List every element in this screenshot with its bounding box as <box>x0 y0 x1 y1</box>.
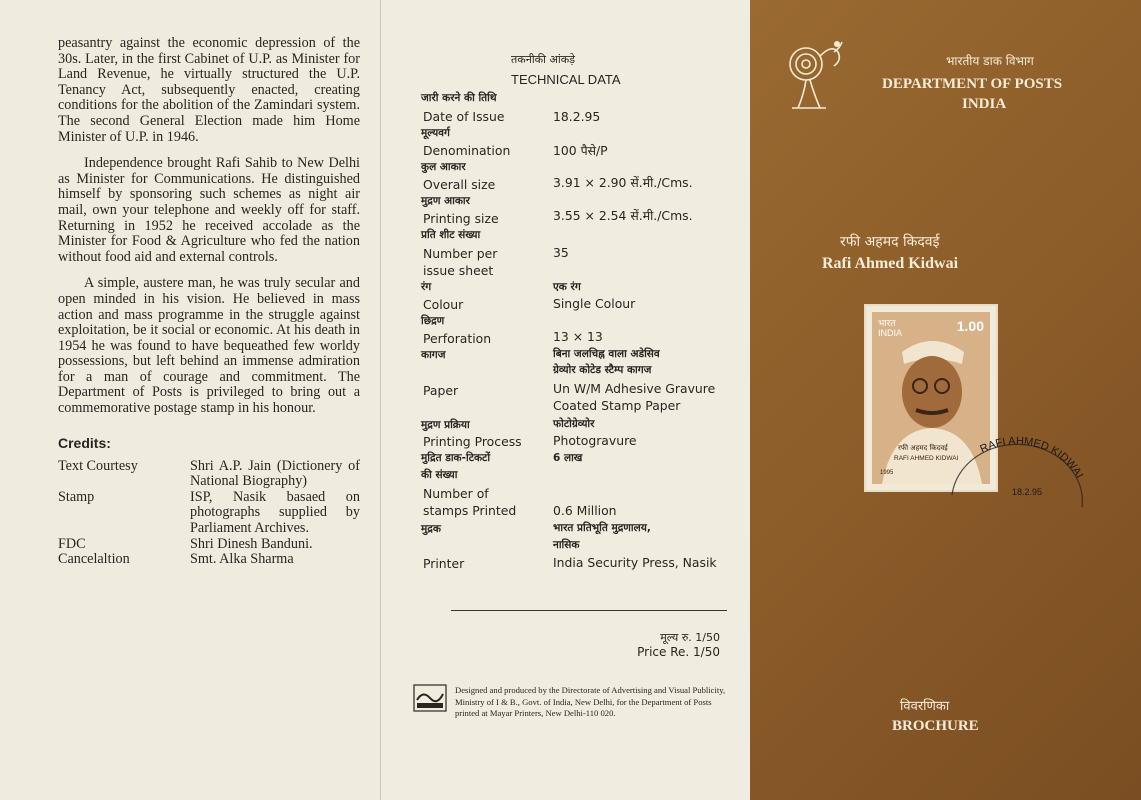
printing-size-label-hindi: मुद्रण आकार <box>421 195 470 207</box>
stamp-name: RAFI AHMED KIDWAI <box>894 455 959 462</box>
biography-paragraph-2: Independence brought Rafi Sahib to New Delhi as Minister for Communications. He distinguished himself by sponsoring such schemes as night air mail, own your telephone and weekly off for staff. Returning in 1952 he received accolade as the Minister for Food & Agriculture who fed the nation without food aid and external controls. <box>58 155 360 265</box>
stamp-year: 1995 <box>880 470 894 476</box>
department-country: INDIA <box>962 96 1007 112</box>
perforation-value: 13 × 13 <box>553 329 603 344</box>
perforation-label-hindi: छिद्रण <box>421 315 445 327</box>
overall-size-value: 3.91 × 2.90 सें.मी./Cms. <box>553 175 693 190</box>
credit-value: ISP, Nasik basaed on photographs supplied by Parliament Archives. <box>190 488 360 537</box>
colour-label: Colour <box>423 297 464 312</box>
date-of-issue-label-hindi: जारी करने की तिथि <box>421 92 497 104</box>
divider-rule <box>451 610 727 611</box>
denomination-label-hindi: मूल्यवर्ग <box>421 127 450 139</box>
price-hindi: मूल्य रु. 1/50 <box>660 631 720 644</box>
date-of-issue-value: 18.2.95 <box>553 109 601 124</box>
printing-process-label: Printing Process <box>423 434 522 449</box>
printer-label: Printer <box>423 556 465 571</box>
printing-process-label-hindi: मुद्रण प्रक्रिया <box>421 419 470 431</box>
department-title-hindi: भारतीय डाक विभाग <box>946 54 1034 68</box>
date-of-issue-label: Date of Issue <box>423 109 505 124</box>
cancellation-text: RAFI AHMED KIDWAI <box>978 435 1086 481</box>
price: Price Re. 1/50 <box>637 645 720 659</box>
stamps-printed-label: Number of <box>423 486 489 501</box>
svg-text:RAFI AHMED KIDWAI <box>978 435 1085 480</box>
denomination-label: Denomination <box>423 143 511 158</box>
stamp-name-hindi: रफी अहमद किदवई <box>898 444 948 452</box>
stamps-printed-label-line2: stamps Printed <box>423 503 517 518</box>
paper-label-hindi: कागज <box>421 349 446 361</box>
printing-size-value: 3.55 × 2.54 सें.मी./Cms. <box>553 208 693 223</box>
stamps-printed-value: 0.6 Million <box>553 503 617 518</box>
denomination-value: 100 पैसे/P <box>553 143 608 158</box>
stamp-country: INDIA <box>878 328 903 338</box>
technical-data-panel <box>380 0 750 800</box>
stamps-printed-label-hindi: मुद्रित डाक-टिकटों <box>421 452 491 464</box>
printer-value-hindi-line2: नासिक <box>553 539 580 551</box>
credit-label: Cancelaltion <box>58 551 130 568</box>
stamp-country-hindi: भारत <box>878 319 896 329</box>
brochure-label: BROCHURE <box>892 718 979 734</box>
colour-label-hindi: रंग <box>421 281 432 293</box>
colour-value-hindi: एक रंग <box>553 281 581 293</box>
credit-row-stamp <box>58 490 360 537</box>
paper-value-hindi-line2: ग्रेव्योर कोटेड स्टैम्प कागज <box>553 364 652 376</box>
printer-value: India Security Press, Nasik <box>553 555 717 570</box>
cancellation-date: 18.2.95 <box>1012 487 1043 497</box>
davp-logo-icon <box>413 684 447 712</box>
technical-data-title-hindi: तकनीकी आंकड़े <box>511 53 576 66</box>
paper-value: Un W/M Adhesive Gravure <box>553 381 716 396</box>
paper-value-line2: Coated Stamp Paper <box>553 398 681 413</box>
credit-label: FDC <box>58 535 86 552</box>
credits-title: Credits: <box>58 434 111 451</box>
credit-value: Smt. Alka Sharma <box>190 551 294 568</box>
credit-row-cancellation <box>58 552 360 568</box>
credit-label: Stamp <box>58 488 95 505</box>
printing-process-value: Photogravure <box>553 433 637 448</box>
technical-data-title: TECHNICAL DATA <box>511 72 621 87</box>
number-per-sheet-label-hindi: प्रति शीट संख्या <box>421 229 481 241</box>
stamp-value: 1.00 <box>956 318 984 334</box>
peacock-emblem-icon <box>776 34 850 116</box>
biography-paragraph-1: peasantry against the economic depression of the 30s. Later, in the first Cabinet of U.P. as Minister for Land Revenue, he virtually structured the U.P. Tenancy Act, subsequently enacted, creating conditions for the abolition of the Zamindari system. The second General Election made him Home Minister of U.P. in 1946. <box>58 35 360 145</box>
credit-row-text <box>58 459 360 490</box>
stamps-printed-value-hindi: 6 लाख <box>553 452 583 464</box>
credit-value: Shri A.P. Jain (Dictionery of National Biography) <box>190 457 360 490</box>
number-per-sheet-label: Number per <box>423 246 498 261</box>
perforation-label: Perforation <box>423 331 492 346</box>
printing-size-label: Printing size <box>423 211 499 226</box>
printing-process-value-hindi: फोटोग्रेव्योर <box>553 418 595 430</box>
paper-value-hindi: बिना जलचिह्न वाला अडेसिव <box>553 348 660 360</box>
honoree-name: Rafi Ahmed Kidwai <box>822 255 959 272</box>
biography-paragraph-3: A simple, austere man, he was truly secular and open minded in his vision. He believed in mass action and mass programme in the struggle against exploitation, be it social or economic. At his death in 1954 he was found to have bequeathed few worldy possessions, but left behind an immense admiration for a man of courage and commitment. The Department of Posts is privileged to bring out a commemorative postage stamp in his honour. <box>58 275 360 417</box>
credit-value: Shri Dinesh Banduni. <box>190 535 313 552</box>
colour-value: Single Colour <box>553 296 636 311</box>
overall-size-label: Overall size <box>423 177 496 192</box>
left-panel <box>0 0 380 800</box>
production-credit: Designed and produced by the Directorate of Advertising and Visual Publicity, Ministry of I & B., Govt. of India, New Delhi, for the Department of Posts printed at Mayar Printers, New Delhi-110 020. <box>455 685 726 718</box>
stamps-printed-label-hindi-line2: की संख्या <box>421 469 458 481</box>
printer-value-hindi: भारत प्रतिभूति मुद्रणालय, <box>553 522 651 534</box>
credit-label: Text Courtesy <box>58 457 138 474</box>
number-per-sheet-label-line2: issue sheet <box>423 263 494 278</box>
cancellation-postmark-icon <box>932 425 1092 545</box>
honoree-name-hindi: रफी अहमद किदवई <box>840 234 940 250</box>
overall-size-label-hindi: कुल आकार <box>421 161 466 173</box>
department-title: DEPARTMENT OF POSTS <box>882 76 1063 92</box>
brochure-label-hindi: विवरणिका <box>900 699 950 714</box>
printer-label-hindi: मुद्रक <box>421 523 441 535</box>
cover-panel <box>750 0 1141 800</box>
paper-label: Paper <box>423 383 459 398</box>
number-per-sheet-value: 35 <box>553 245 569 260</box>
credit-row-fdc <box>58 537 360 553</box>
